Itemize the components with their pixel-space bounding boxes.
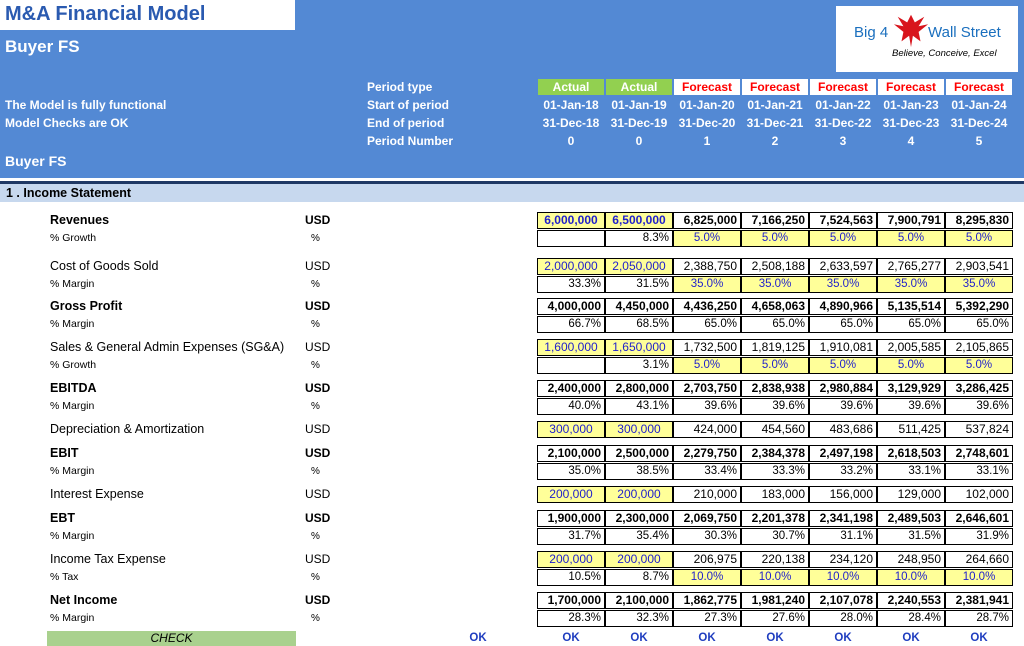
value-cell[interactable]: 102,000: [945, 486, 1013, 503]
value-cell[interactable]: 4,890,966: [809, 298, 877, 315]
percent-cell[interactable]: 38.5%: [605, 463, 673, 480]
value-cell[interactable]: 1,700,000: [537, 592, 605, 609]
percent-cell[interactable]: 33.1%: [945, 463, 1013, 480]
row-label: Gross Profit: [50, 299, 123, 313]
value-cell[interactable]: 156,000: [809, 486, 877, 503]
percent-cell[interactable]: 35.0%: [809, 276, 877, 293]
percent-cell[interactable]: 39.6%: [877, 398, 945, 415]
value-cell[interactable]: 300,000: [537, 421, 605, 438]
value-cell[interactable]: 2,384,378: [741, 445, 809, 462]
period-number-1: 0: [567, 134, 575, 148]
row-unit: USD: [305, 511, 331, 525]
value-cell[interactable]: 2,618,503: [877, 445, 945, 462]
percent-cell[interactable]: 65.0%: [741, 316, 809, 333]
row-sub-label: % Margin: [50, 278, 95, 290]
percent-cell[interactable]: 66.7%: [537, 316, 605, 333]
percent-cell[interactable]: 5.0%: [877, 357, 945, 374]
period-number-6: 4: [907, 134, 915, 148]
row-sub-label: % Margin: [50, 400, 95, 412]
row-sub-label: % Growth: [50, 359, 97, 371]
value-cell[interactable]: 6,500,000: [605, 212, 673, 229]
percent-cell[interactable]: 5.0%: [673, 357, 741, 374]
percent-cell[interactable]: 43.1%: [605, 398, 673, 415]
value-cell[interactable]: 4,436,250: [673, 298, 741, 315]
value-cell[interactable]: 2,100,000: [605, 592, 673, 609]
percent-cell[interactable]: 68.5%: [605, 316, 673, 333]
period-number-7: 5: [975, 134, 983, 148]
value-cell[interactable]: 6,000,000: [537, 212, 605, 229]
percent-cell[interactable]: [537, 357, 605, 374]
percent-cell[interactable]: 5.0%: [741, 357, 809, 374]
value-cell[interactable]: 6,825,000: [673, 212, 741, 229]
value-cell[interactable]: 2,903,541: [945, 258, 1013, 275]
percent-cell[interactable]: 65.0%: [945, 316, 1013, 333]
percent-cell[interactable]: 5.0%: [741, 230, 809, 247]
percent-cell[interactable]: 31.9%: [945, 528, 1013, 545]
row-label: Sales & General Admin Expenses (SG&A): [50, 340, 285, 354]
row-unit: USD: [305, 299, 331, 313]
sheet-name: Buyer FS: [5, 37, 80, 56]
value-cell[interactable]: 264,660: [945, 551, 1013, 568]
value-cell[interactable]: 210,000: [673, 486, 741, 503]
percent-cell[interactable]: 35.0%: [945, 276, 1013, 293]
percent-cell[interactable]: 27.6%: [741, 610, 809, 627]
value-cell[interactable]: 2,107,078: [809, 592, 877, 609]
value-cell[interactable]: 3,286,425: [945, 380, 1013, 397]
value-cell[interactable]: 2,201,378: [741, 510, 809, 527]
logo-left-text: Big 4: [854, 24, 889, 41]
value-cell[interactable]: 200,000: [537, 551, 605, 568]
period-start-1: 01-Jan-18: [543, 98, 599, 112]
row-unit: USD: [305, 593, 331, 607]
percent-cell[interactable]: 30.3%: [673, 528, 741, 545]
period-type-7: Forecast: [946, 79, 1012, 95]
value-cell[interactable]: 2,000,000: [537, 258, 605, 275]
row-sub-label: % Tax: [50, 571, 79, 583]
check-ok: OK: [698, 632, 716, 644]
period-end-5: 31-Dec-22: [814, 116, 872, 130]
row-sub-label: % Growth: [50, 232, 97, 244]
row-sub-unit: %: [311, 279, 320, 290]
row-sub-unit: %: [311, 531, 320, 542]
row-unit: USD: [305, 213, 331, 227]
value-cell[interactable]: 4,000,000: [537, 298, 605, 315]
percent-cell[interactable]: 39.6%: [673, 398, 741, 415]
percent-cell[interactable]: 32.3%: [605, 610, 673, 627]
period-number-3: 1: [703, 134, 711, 148]
period-start-6: 01-Jan-23: [883, 98, 939, 112]
percent-cell[interactable]: 10.0%: [877, 569, 945, 586]
percent-cell[interactable]: 31.5%: [877, 528, 945, 545]
check-ok: OK: [766, 632, 784, 644]
value-cell[interactable]: 5,392,290: [945, 298, 1013, 315]
percent-cell[interactable]: 27.3%: [673, 610, 741, 627]
row-label: Income Tax Expense: [50, 552, 166, 566]
percent-cell[interactable]: 10.0%: [673, 569, 741, 586]
value-cell[interactable]: 2,703,750: [673, 380, 741, 397]
percent-cell[interactable]: 5.0%: [877, 230, 945, 247]
percent-cell[interactable]: 5.0%: [809, 230, 877, 247]
percent-cell[interactable]: 28.4%: [877, 610, 945, 627]
value-cell[interactable]: 2,400,000: [537, 380, 605, 397]
value-cell[interactable]: 2,500,000: [605, 445, 673, 462]
percent-cell[interactable]: 35.4%: [605, 528, 673, 545]
row-sub-label: % Margin: [50, 612, 95, 624]
eagle-icon: [892, 10, 930, 50]
period-number-2: 0: [635, 134, 643, 148]
value-cell[interactable]: 483,686: [809, 421, 877, 438]
value-cell[interactable]: 2,508,188: [741, 258, 809, 275]
row-label: EBIT: [50, 446, 79, 460]
value-cell[interactable]: 454,560: [741, 421, 809, 438]
percent-cell[interactable]: 10.0%: [945, 569, 1013, 586]
value-cell[interactable]: 1,900,000: [537, 510, 605, 527]
value-cell[interactable]: 2,980,884: [809, 380, 877, 397]
value-cell[interactable]: 2,800,000: [605, 380, 673, 397]
value-cell[interactable]: 300,000: [605, 421, 673, 438]
label-end-of-period: End of period: [367, 116, 445, 130]
check-ok: OK: [902, 632, 920, 644]
row-label: Net Income: [50, 593, 118, 607]
percent-cell[interactable]: 33.2%: [809, 463, 877, 480]
value-cell[interactable]: 2,240,553: [877, 592, 945, 609]
percent-cell[interactable]: 33.3%: [537, 276, 605, 293]
check-ok: OK: [630, 632, 648, 644]
row-label: Interest Expense: [50, 487, 144, 501]
period-end-6: 31-Dec-23: [882, 116, 940, 130]
percent-cell[interactable]: 8.3%: [605, 230, 673, 247]
value-cell[interactable]: 1,910,081: [809, 339, 877, 356]
value-cell[interactable]: 2,748,601: [945, 445, 1013, 462]
section-bar: [0, 184, 1024, 202]
period-type-2: Actual: [606, 79, 672, 95]
value-cell[interactable]: 4,658,063: [741, 298, 809, 315]
value-cell[interactable]: 2,279,750: [673, 445, 741, 462]
check-ok: OK: [834, 632, 852, 644]
value-cell[interactable]: 7,524,563: [809, 212, 877, 229]
check-summary: OK: [469, 632, 487, 644]
value-cell[interactable]: 2,050,000: [605, 258, 673, 275]
value-cell[interactable]: 200,000: [605, 486, 673, 503]
row-unit: USD: [305, 422, 331, 436]
percent-cell[interactable]: 3.1%: [605, 357, 673, 374]
label-period-type: Period type: [367, 80, 433, 94]
period-type-3: Forecast: [674, 79, 740, 95]
percent-cell[interactable]: 10.0%: [741, 569, 809, 586]
row-sub-unit: %: [311, 360, 320, 371]
period-type-6: Forecast: [878, 79, 944, 95]
row-label: EBITDA: [50, 381, 97, 395]
row-sub-unit: %: [311, 572, 320, 583]
period-start-3: 01-Jan-20: [679, 98, 735, 112]
check-ok: OK: [562, 632, 580, 644]
value-cell[interactable]: 1,819,125: [741, 339, 809, 356]
row-sub-unit: %: [311, 319, 320, 330]
row-label: Cost of Goods Sold: [50, 259, 159, 273]
period-end-1: 31-Dec-18: [542, 116, 600, 130]
period-type-4: Forecast: [742, 79, 808, 95]
section-title: 1 . Income Statement: [6, 186, 132, 200]
row-unit: USD: [305, 381, 331, 395]
percent-cell[interactable]: [537, 230, 605, 247]
period-number-5: 3: [839, 134, 847, 148]
period-start-2: 01-Jan-19: [611, 98, 667, 112]
value-cell[interactable]: 200,000: [605, 551, 673, 568]
percent-cell[interactable]: 35.0%: [673, 276, 741, 293]
percent-cell[interactable]: 28.7%: [945, 610, 1013, 627]
value-cell[interactable]: 2,105,865: [945, 339, 1013, 356]
percent-cell[interactable]: 28.0%: [809, 610, 877, 627]
row-sub-label: % Margin: [50, 318, 95, 330]
percent-cell[interactable]: 39.6%: [945, 398, 1013, 415]
row-unit: USD: [305, 552, 331, 566]
row-sub-unit: %: [311, 613, 320, 624]
value-cell[interactable]: 129,000: [877, 486, 945, 503]
percent-cell[interactable]: 33.3%: [741, 463, 809, 480]
percent-cell[interactable]: 65.0%: [673, 316, 741, 333]
percent-cell[interactable]: 31.7%: [537, 528, 605, 545]
value-cell[interactable]: 1,862,775: [673, 592, 741, 609]
row-sub-label: % Margin: [50, 530, 95, 542]
percent-cell[interactable]: 33.1%: [877, 463, 945, 480]
value-cell[interactable]: 200,000: [537, 486, 605, 503]
percent-cell[interactable]: 39.6%: [809, 398, 877, 415]
percent-cell[interactable]: 35.0%: [877, 276, 945, 293]
percent-cell[interactable]: 65.0%: [809, 316, 877, 333]
value-cell[interactable]: 1,650,000: [605, 339, 673, 356]
value-cell[interactable]: 1,600,000: [537, 339, 605, 356]
percent-cell[interactable]: 65.0%: [877, 316, 945, 333]
value-cell[interactable]: 2,381,941: [945, 592, 1013, 609]
value-cell[interactable]: 2,489,503: [877, 510, 945, 527]
value-cell[interactable]: 1,981,240: [741, 592, 809, 609]
row-unit: USD: [305, 487, 331, 501]
row-sub-label: % Margin: [50, 465, 95, 477]
row-sub-unit: %: [311, 466, 320, 477]
logo-right-text: Wall Street: [928, 24, 1001, 41]
period-type-5: Forecast: [810, 79, 876, 95]
period-end-3: 31-Dec-20: [678, 116, 736, 130]
value-cell[interactable]: 7,900,791: [877, 212, 945, 229]
percent-cell[interactable]: 31.5%: [605, 276, 673, 293]
value-cell[interactable]: 2,388,750: [673, 258, 741, 275]
value-cell[interactable]: 220,138: [741, 551, 809, 568]
app-title: M&A Financial Model: [5, 3, 206, 25]
period-start-7: 01-Jan-24: [951, 98, 1007, 112]
value-cell[interactable]: 234,120: [809, 551, 877, 568]
value-cell[interactable]: 537,824: [945, 421, 1013, 438]
check-label: CHECK: [150, 631, 193, 645]
row-sub-unit: %: [311, 401, 320, 412]
value-cell[interactable]: 2,765,277: [877, 258, 945, 275]
value-cell[interactable]: 2,069,750: [673, 510, 741, 527]
value-cell[interactable]: 511,425: [877, 421, 945, 438]
logo-tagline: Believe, Conceive, Excel: [892, 48, 997, 59]
value-cell[interactable]: 2,100,000: [537, 445, 605, 462]
sheet-name-bottom: Buyer FS: [5, 153, 67, 169]
row-label: Depreciation & Amortization: [50, 422, 205, 436]
value-cell[interactable]: 2,633,597: [809, 258, 877, 275]
period-start-5: 01-Jan-22: [815, 98, 871, 112]
row-label: Revenues: [50, 213, 110, 227]
percent-cell[interactable]: 10.0%: [809, 569, 877, 586]
value-cell[interactable]: 206,975: [673, 551, 741, 568]
value-cell[interactable]: 424,000: [673, 421, 741, 438]
percent-cell[interactable]: 35.0%: [537, 463, 605, 480]
period-number-4: 2: [771, 134, 779, 148]
row-unit: USD: [305, 259, 331, 273]
label-period-number: Period Number: [367, 134, 454, 148]
value-cell[interactable]: 2,300,000: [605, 510, 673, 527]
percent-cell[interactable]: 5.0%: [673, 230, 741, 247]
percent-cell[interactable]: 39.6%: [741, 398, 809, 415]
percent-cell[interactable]: 28.3%: [537, 610, 605, 627]
label-start-of-period: Start of period: [367, 98, 450, 112]
value-cell[interactable]: 7,166,250: [741, 212, 809, 229]
period-end-2: 31-Dec-19: [610, 116, 668, 130]
value-cell[interactable]: 4,450,000: [605, 298, 673, 315]
percent-cell[interactable]: 5.0%: [809, 357, 877, 374]
status-checks: Model Checks are OK: [5, 116, 129, 130]
period-end-4: 31-Dec-21: [746, 116, 804, 130]
value-cell[interactable]: 8,295,830: [945, 212, 1013, 229]
percent-cell[interactable]: 10.5%: [537, 569, 605, 586]
percent-cell[interactable]: 31.1%: [809, 528, 877, 545]
value-cell[interactable]: 2,646,601: [945, 510, 1013, 527]
row-label: EBT: [50, 511, 75, 525]
percent-cell[interactable]: 5.0%: [945, 230, 1013, 247]
value-cell[interactable]: 2,341,198: [809, 510, 877, 527]
percent-cell[interactable]: 33.4%: [673, 463, 741, 480]
value-cell[interactable]: 1,732,500: [673, 339, 741, 356]
value-cell[interactable]: 248,950: [877, 551, 945, 568]
period-end-7: 31-Dec-24: [950, 116, 1008, 130]
period-start-4: 01-Jan-21: [747, 98, 803, 112]
row-unit: USD: [305, 446, 331, 460]
value-cell[interactable]: 5,135,514: [877, 298, 945, 315]
value-cell[interactable]: 2,838,938: [741, 380, 809, 397]
value-cell[interactable]: 3,129,929: [877, 380, 945, 397]
percent-cell[interactable]: 5.0%: [945, 357, 1013, 374]
status-functional: The Model is fully functional: [5, 98, 167, 112]
logo: [836, 6, 1018, 72]
value-cell[interactable]: 183,000: [741, 486, 809, 503]
row-unit: USD: [305, 340, 331, 354]
row-sub-unit: %: [311, 233, 320, 244]
period-type-1: Actual: [538, 79, 604, 95]
percent-cell[interactable]: 40.0%: [537, 398, 605, 415]
check-ok: OK: [970, 632, 988, 644]
percent-cell[interactable]: 8.7%: [605, 569, 673, 586]
percent-cell[interactable]: 30.7%: [741, 528, 809, 545]
percent-cell[interactable]: 35.0%: [741, 276, 809, 293]
value-cell[interactable]: 2,497,198: [809, 445, 877, 462]
value-cell[interactable]: 2,005,585: [877, 339, 945, 356]
